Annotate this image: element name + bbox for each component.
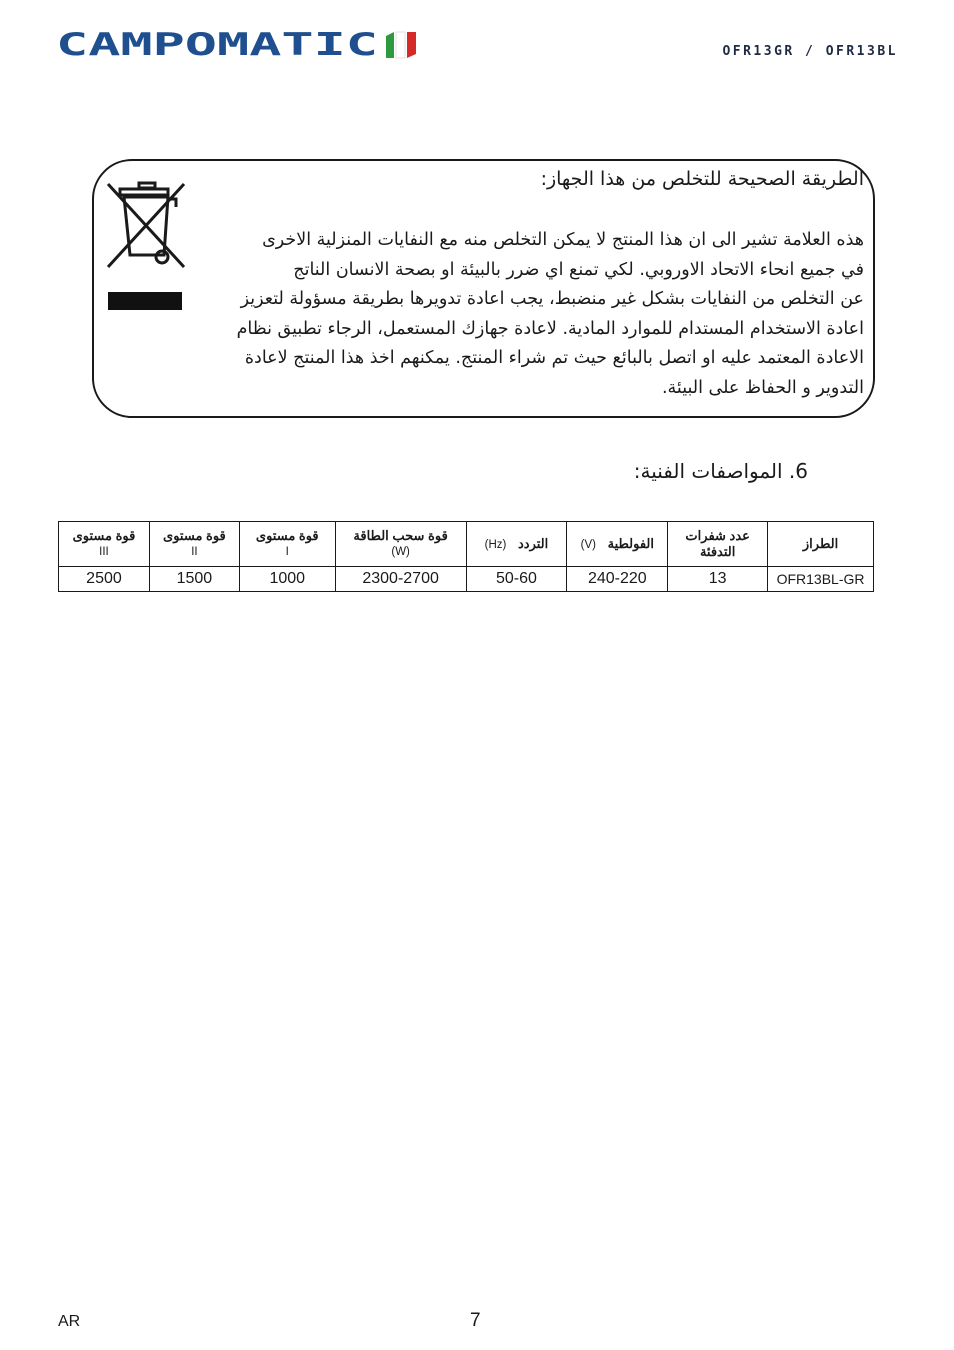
header-heating-fins: عدد شفرات التدفئة bbox=[668, 522, 768, 567]
crossed-out-wheelie-bin-icon bbox=[106, 181, 186, 269]
header-model: الطراز bbox=[768, 522, 874, 567]
header-power-draw: قوة سحب الطاقة (W) bbox=[335, 522, 466, 567]
notice-line: الاعادة المعتمد عليه او اتصل بالبائع حيث تم شراء المنتج. يمكنهم اخذ هذا المنتج لاعادة bbox=[244, 348, 864, 368]
cell-power-level-3: 2500 bbox=[59, 567, 150, 592]
header-power-level-2: قوة مستوى II bbox=[149, 522, 239, 567]
cell-voltage: 240-220 bbox=[567, 567, 668, 592]
notice-line: اعادة الاستخدام المستدام للموارد المادية. لاعادة جهازك المستعمل، الرجاء تطبيق نظام bbox=[236, 318, 864, 339]
disposal-notice-title: الطريقة الصحيحة للتخلص من هذا الجهاز: bbox=[540, 168, 864, 190]
header-power-level-3: قوة مستوى III bbox=[59, 522, 150, 567]
cell-power-level-2: 1500 bbox=[149, 567, 239, 592]
model-number-header: OFR13GR / OFR13BL bbox=[722, 44, 898, 59]
brand-name: CAMPOMATIC bbox=[56, 30, 378, 60]
specs-header-row bbox=[59, 522, 874, 567]
header-power-level-1: قوة مستوى I bbox=[239, 522, 335, 567]
specs-section-title: 6. المواصفات الفنية: bbox=[633, 459, 808, 483]
specs-table bbox=[58, 521, 874, 592]
notice-line: هذه العلامة تشير الى ان هذا المنتج لا يمكن التخلص منه مع النفايات المنزلية الاخرى bbox=[262, 230, 864, 250]
italian-flag-icon bbox=[386, 32, 416, 58]
language-code: AR bbox=[58, 1313, 81, 1330]
notice-line: في جميع انحاء الاتحاد الاوروبي. لكي تمنع اي ضرر بالبيئة او بصحة الانسان الناتج bbox=[293, 259, 864, 280]
disposal-notice-body bbox=[184, 226, 864, 403]
page-number: 7 bbox=[470, 1310, 481, 1331]
notice-line: التدوير و الحفاظ على البيئة. bbox=[661, 377, 864, 398]
weee-marking-bar bbox=[108, 292, 182, 310]
cell-power-draw: 2300-2700 bbox=[335, 567, 466, 592]
campomatic-logo bbox=[56, 30, 418, 60]
cell-power-level-1: 1000 bbox=[239, 567, 335, 592]
cell-frequency: 50-60 bbox=[466, 567, 567, 592]
notice-line: عن التخلص من النفايات بشكل غير منضبط، يجب اعادة تدويرها بطريقة مسؤولة لتعزيز bbox=[240, 289, 864, 309]
cell-model: OFR13BL-GR bbox=[768, 567, 874, 592]
cell-heating-fins: 13 bbox=[668, 567, 768, 592]
header-voltage: الفولطية (V) bbox=[567, 522, 668, 567]
table-row bbox=[59, 567, 874, 592]
header-frequency: التردد (Hz) bbox=[466, 522, 567, 567]
